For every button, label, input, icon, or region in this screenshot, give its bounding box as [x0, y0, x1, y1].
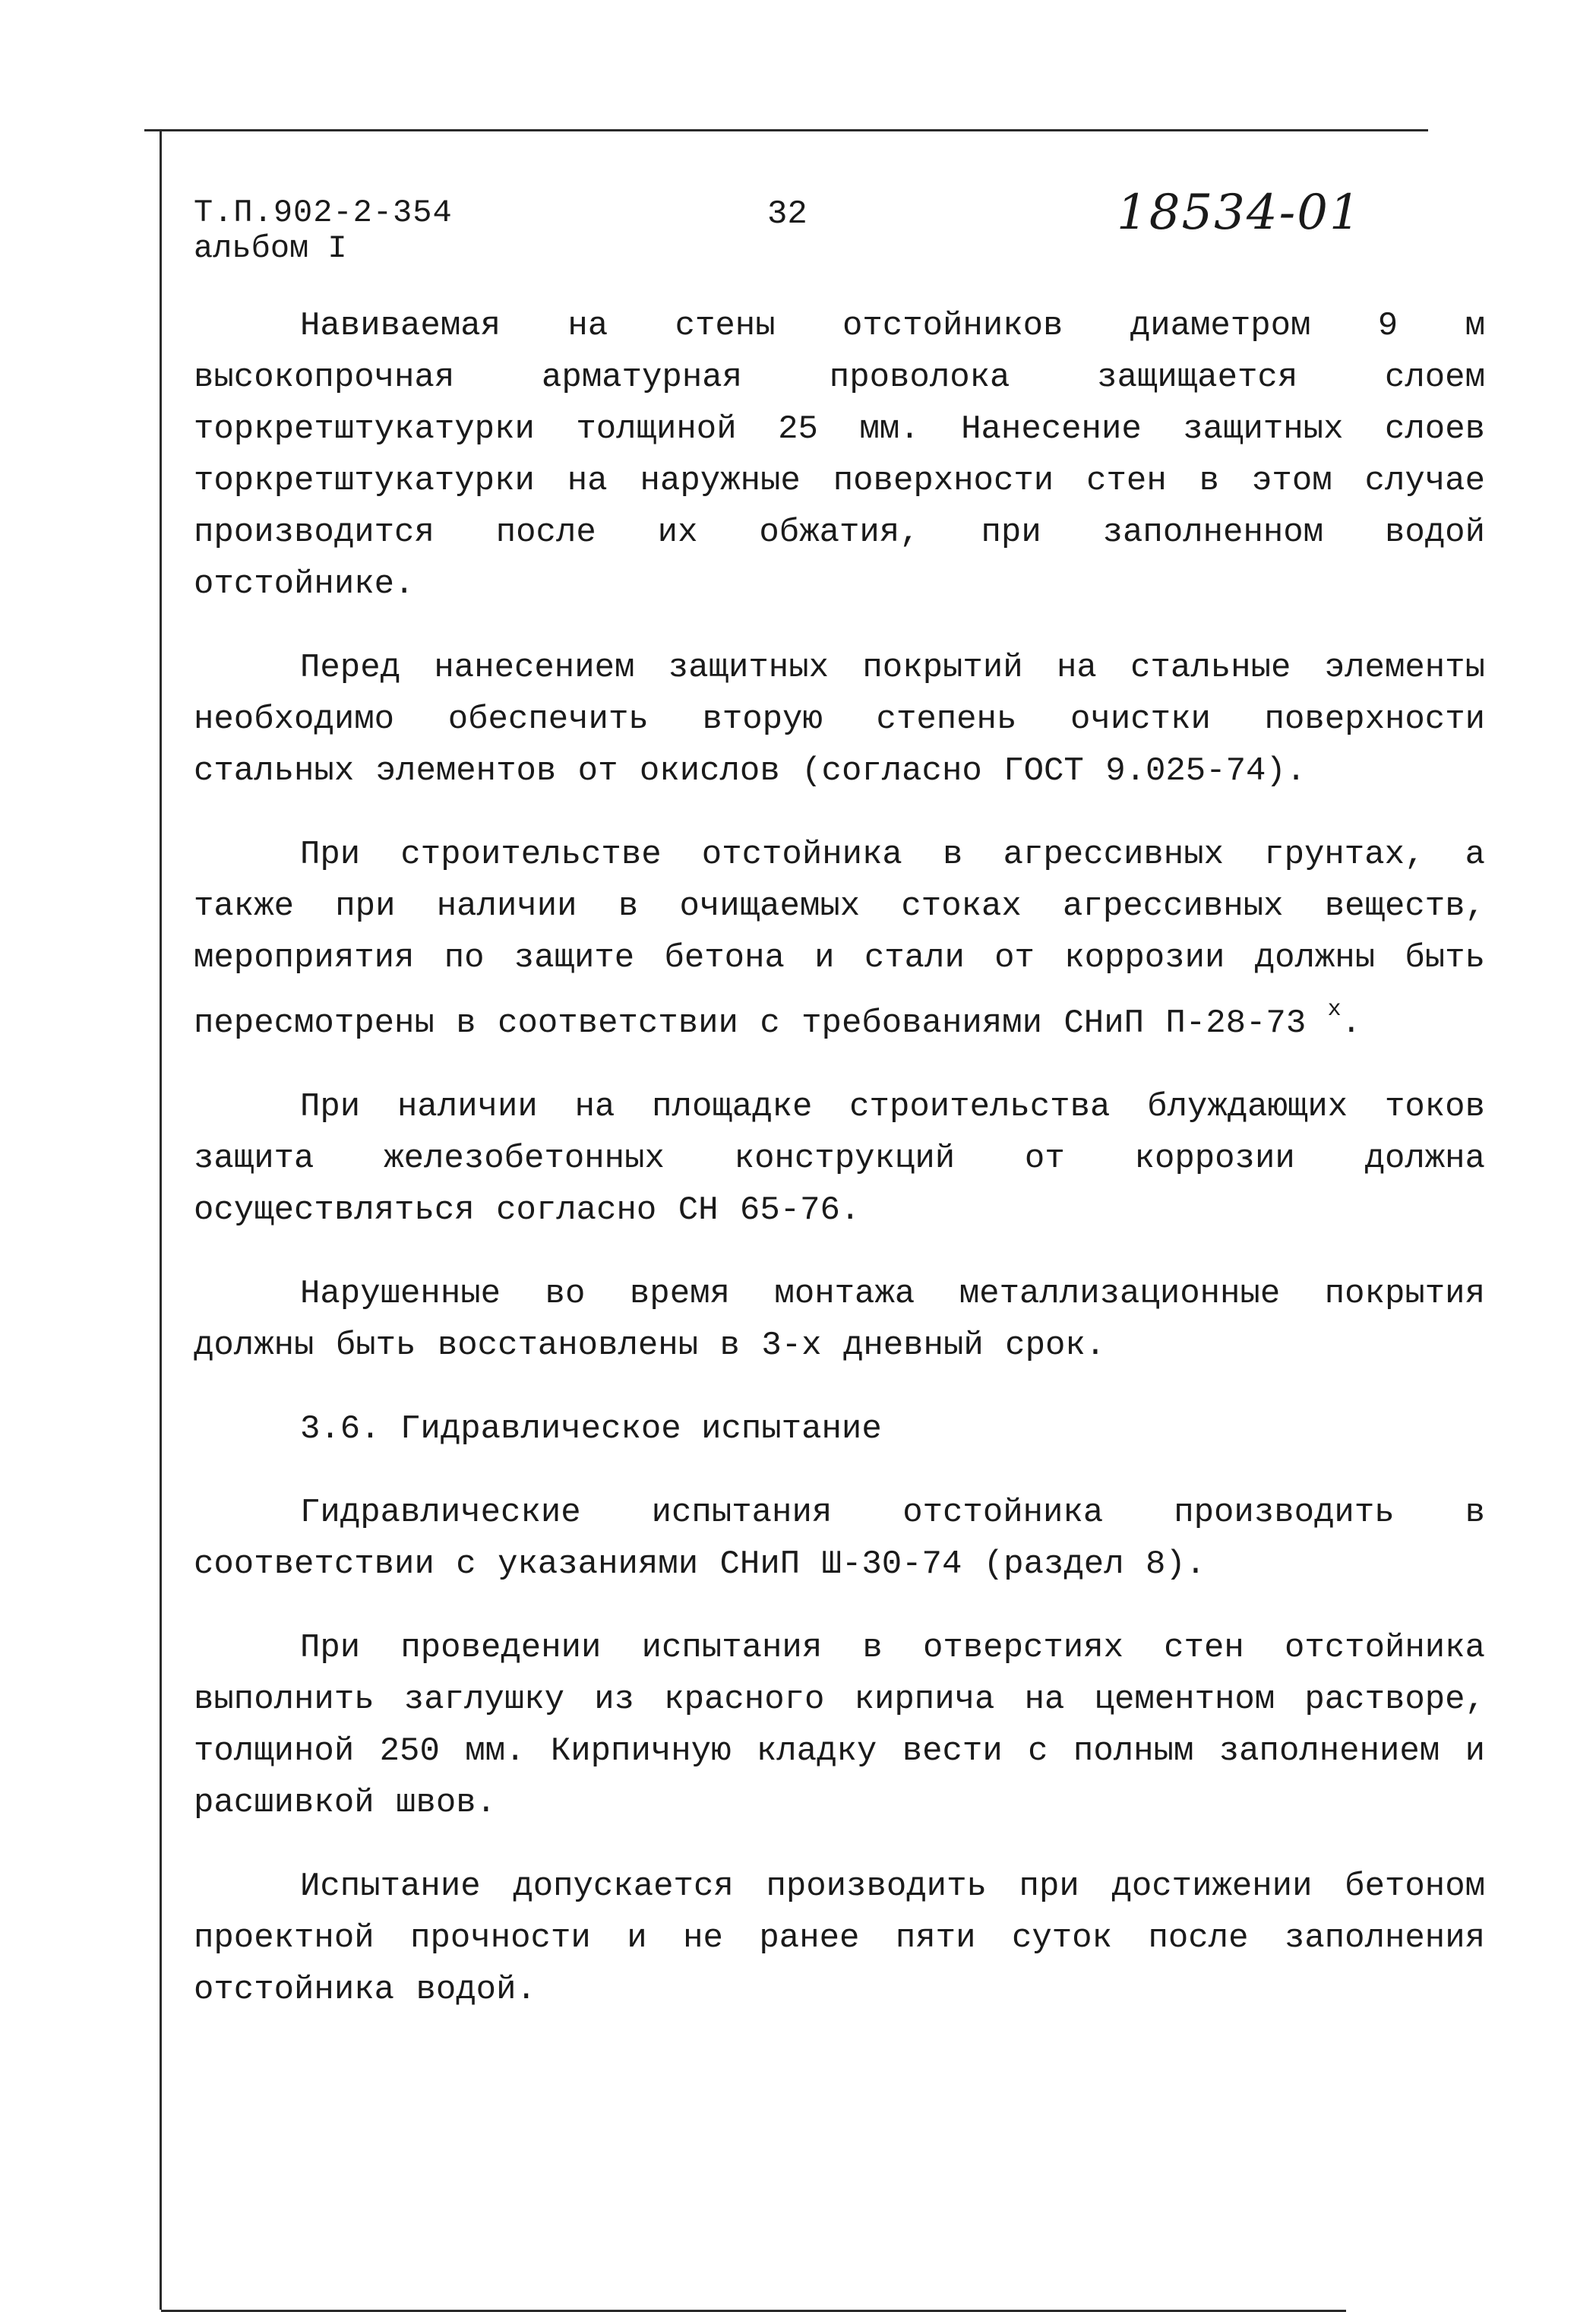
- footnote-mark: х: [1327, 997, 1342, 1023]
- page-number: 32: [767, 195, 807, 233]
- paragraph-steel-cleaning: Перед нанесением защитных покрытий на стальные элементы необходимо обеспечить вторую степень очистки поверхности стальных элементов от окислов (согласно ГОСТ 9.025-74).: [194, 649, 1485, 790]
- paragraph-brick-plug: При проведении испытания в отверстиях стен отстойника выполнить заглушку из красного кирпича на цементном растворе, толщиной 250 мм. Кирпичную кладку вести с полным заполнением и расшивкой швов.: [194, 1629, 1485, 1822]
- paragraph-stray-currents: При наличии на площадке строительства блуждающих токов защита железобетонных конструкций от коррозии должна осуществляться согласно СН 65-76.: [194, 1088, 1485, 1229]
- album-label: альбом I: [194, 230, 347, 267]
- paragraph-reinforcement-protection: Навиваемая на стены отстойников диаметром 9 м высокопрочная арматурная проволока защищается слоем торкретштукатурки толщиной 25 мм. Нанесение защитных слоев торкретштукатурки на наружные поверхности стен в этом случае производится после их обжатия, при заполненном водой отстойнике.: [194, 307, 1485, 603]
- frame-top-border: [144, 129, 1428, 131]
- paragraph-test-conditions: Испытание допускается производить при достижении бетоном проектной прочности и не ранее пяти суток после заполнения отстойника водой.: [194, 1868, 1485, 2009]
- paragraph-aggressive-soils-text: При строительстве отстойника в агрессивных грунтах, а также при наличии в очищаемых стоках агрессивных веществ, мероприятия по защите бетона и стали от коррозии должны быть пересмотрены в соответствии с требованиями СНиП П-28-73: [194, 836, 1485, 1042]
- paragraph-aggressive-soils: При строительстве отстойника в агрессивных грунтах, а также при наличии в очищаемых стоках агрессивных веществ, мероприятия по защите бетона и стали от коррозии должны быть пересмотрены в соответствии с требованиями СНиП П-28-73 $^х$.: [194, 836, 1485, 1042]
- paragraph-coating-repair: Нарушенные во время монтажа металлизационные покрытия должны быть восстановлены в 3-х дневный срок.: [194, 1275, 1485, 1365]
- frame-left-border: [160, 129, 162, 2310]
- document-body: [194, 300, 1485, 2048]
- section-heading: 3.6. Гидравлическое испытание: [300, 1410, 882, 1448]
- paragraph-hydraulic-tests: Гидравлические испытания отстойника производить в соответствии с указаниями СНиП Ш-30-74 (раздел 8).: [194, 1494, 1485, 1583]
- handwritten-inventory-number: 18534-01: [1117, 185, 1362, 241]
- document-code: Т.П.902-2-354: [194, 195, 453, 231]
